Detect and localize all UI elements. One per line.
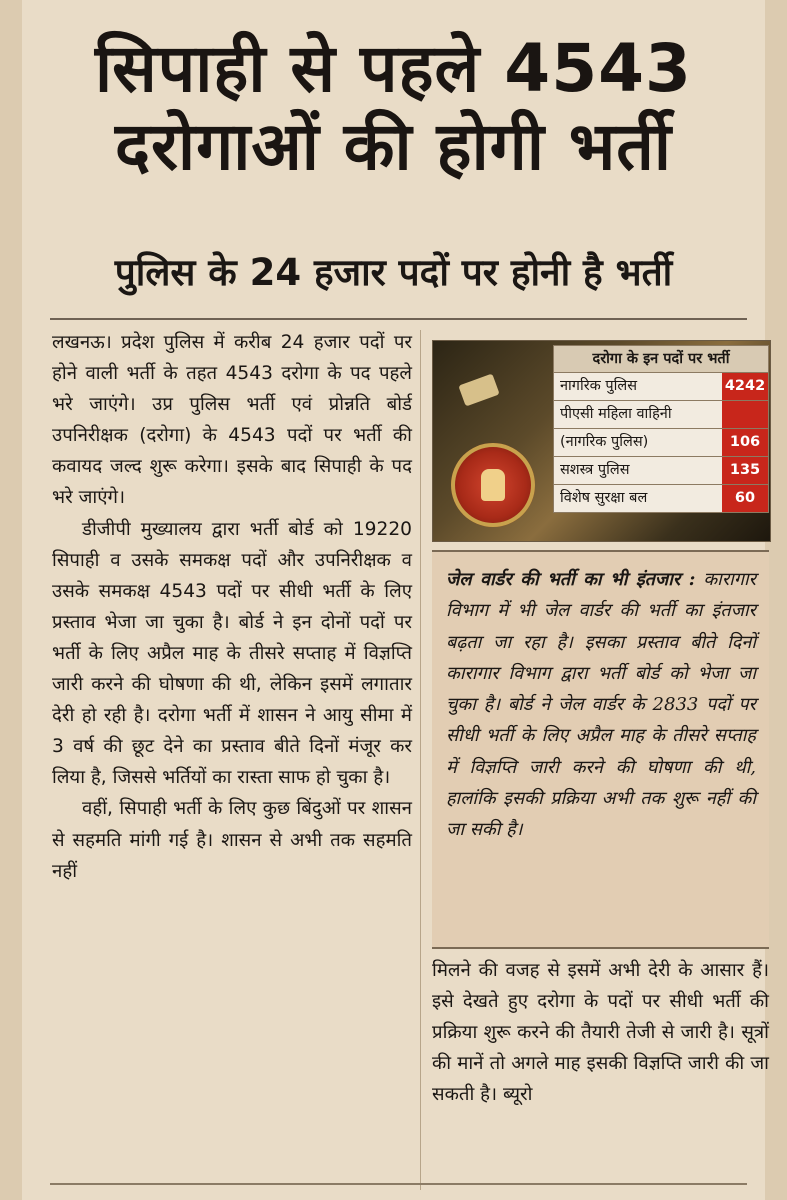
posts-table bbox=[553, 345, 769, 513]
jail-warder-heading: जेल वार्डर की भर्ती का भी इंतजार : bbox=[446, 569, 696, 590]
table-row-value: 135 bbox=[722, 457, 768, 484]
table-row-label: विशेष सुरक्षा बल bbox=[554, 485, 722, 512]
right-column-continuation bbox=[432, 955, 769, 1110]
headline-line-1: सिपाही से पहले 4543 bbox=[95, 30, 692, 107]
page-edge-left bbox=[0, 0, 22, 1200]
left-paragraph-2: डीजीपी मुख्यालय द्वारा भर्ती बोर्ड को 19220 सिपाही व उसके समकक्ष पदों और उपनिरीक्षक व उसके समकक्ष 4543 पदों पर सीधी भर्ती के लिए प्रस्ताव भेजा जा चुका है। बोर्ड ने इन दोनों पदों पर भर्ती के लिए अप्रैल माह के तीसरे सप्ताह में विज्ञप्ति जारी करने की घोषणा की थी, लेकिन इसमें लगातार देरी हो रही है। दरोगा भर्ती में शासन ने आयु सीमा में 3 वर्ष की छूट देने का प्रस्ताव बीते दिनों मंजूर कर लिया है, जिससे भर्तियों का रास्ता साफ हो चुका है। bbox=[52, 518, 412, 789]
table-row bbox=[554, 428, 768, 456]
jail-warder-text bbox=[446, 564, 756, 846]
subheadline: पुलिस के 24 हजार पदों पर होनी है भर्ती bbox=[114, 251, 673, 294]
bottom-divider bbox=[50, 1183, 747, 1185]
left-paragraph-1: लखनऊ। प्रदेश पुलिस में करीब 24 हजार पदों पर होने वाली भर्ती के तहत 4543 दरोगा के पद पहले भरे जाएंगे। उप्र पुलिस भर्ती एवं प्रोन्नति बोर्ड उपनिरीक्षक (दरोगा) के 4543 पदों पर भर्ती की कवायद जल्द शुरू करेगा। इसके बाद सिपाही के पद भरे जाएंगे। bbox=[52, 332, 412, 509]
table-row-label: (नागरिक पुलिस) bbox=[554, 429, 722, 456]
column-divider bbox=[420, 330, 421, 1190]
headline-divider bbox=[50, 318, 747, 320]
table-row-value: 4242 bbox=[722, 373, 768, 400]
table-row bbox=[554, 484, 768, 512]
table-row-label: पीएसी महिला वाहिनी bbox=[554, 401, 722, 428]
table-row-value bbox=[722, 401, 768, 428]
cap-star-icon bbox=[458, 374, 499, 407]
table-row-label: नागरिक पुलिस bbox=[554, 373, 722, 400]
jail-warder-box bbox=[432, 550, 769, 949]
table-row bbox=[554, 400, 768, 428]
left-paragraph-3: वहीं, सिपाही भर्ती के लिए कुछ बिंदुओं पर शासन से सहमति मांगी गई है। शासन से अभी तक सहमति नहीं bbox=[52, 798, 412, 882]
table-row bbox=[554, 372, 768, 400]
table-row-value: 106 bbox=[722, 429, 768, 456]
table-row bbox=[554, 456, 768, 484]
headline-line-2: दरोगाओं की होगी भर्ती bbox=[114, 108, 673, 185]
table-row-value: 60 bbox=[722, 485, 768, 512]
jail-warder-body: कारागार विभाग में भी जेल वार्डर की भर्ती का इंतजार बढ़ता जा रहा है। इसका प्रस्ताव बीते दिनों कारागार विभाग द्वारा भर्ती बोर्ड को भेजा जा चुका है। बोर्ड ने जेल वार्डर के 2833 पदों पर सीधी भर्ती के लिए अप्रैल माह के तीसरे सप्ताह में विज्ञप्ति जारी करने की घोषणा की थी, हालांकि इसकी प्रक्रिया अभी तक शुरू नहीं की जा सकी है। bbox=[446, 569, 756, 841]
table-row-label: सशस्त्र पुलिस bbox=[554, 457, 722, 484]
right-paragraph: मिलने की वजह से इसमें अभी देरी के आसार हैं। इसे देखते हुए दरोगा के पदों पर सीधी भर्ती की प्रक्रिया शुरू करने की तैयारी तेजी से जारी है। सूत्रों की मानें तो अगले माह इसकी विज्ञप्ति जारी की जा सकती है। ब्यूरो bbox=[432, 960, 769, 1106]
police-badge-icon bbox=[451, 443, 535, 527]
headline bbox=[30, 30, 757, 186]
left-column bbox=[52, 327, 412, 887]
posts-table-title: दरोगा के इन पदों पर भर्ती bbox=[554, 346, 768, 372]
